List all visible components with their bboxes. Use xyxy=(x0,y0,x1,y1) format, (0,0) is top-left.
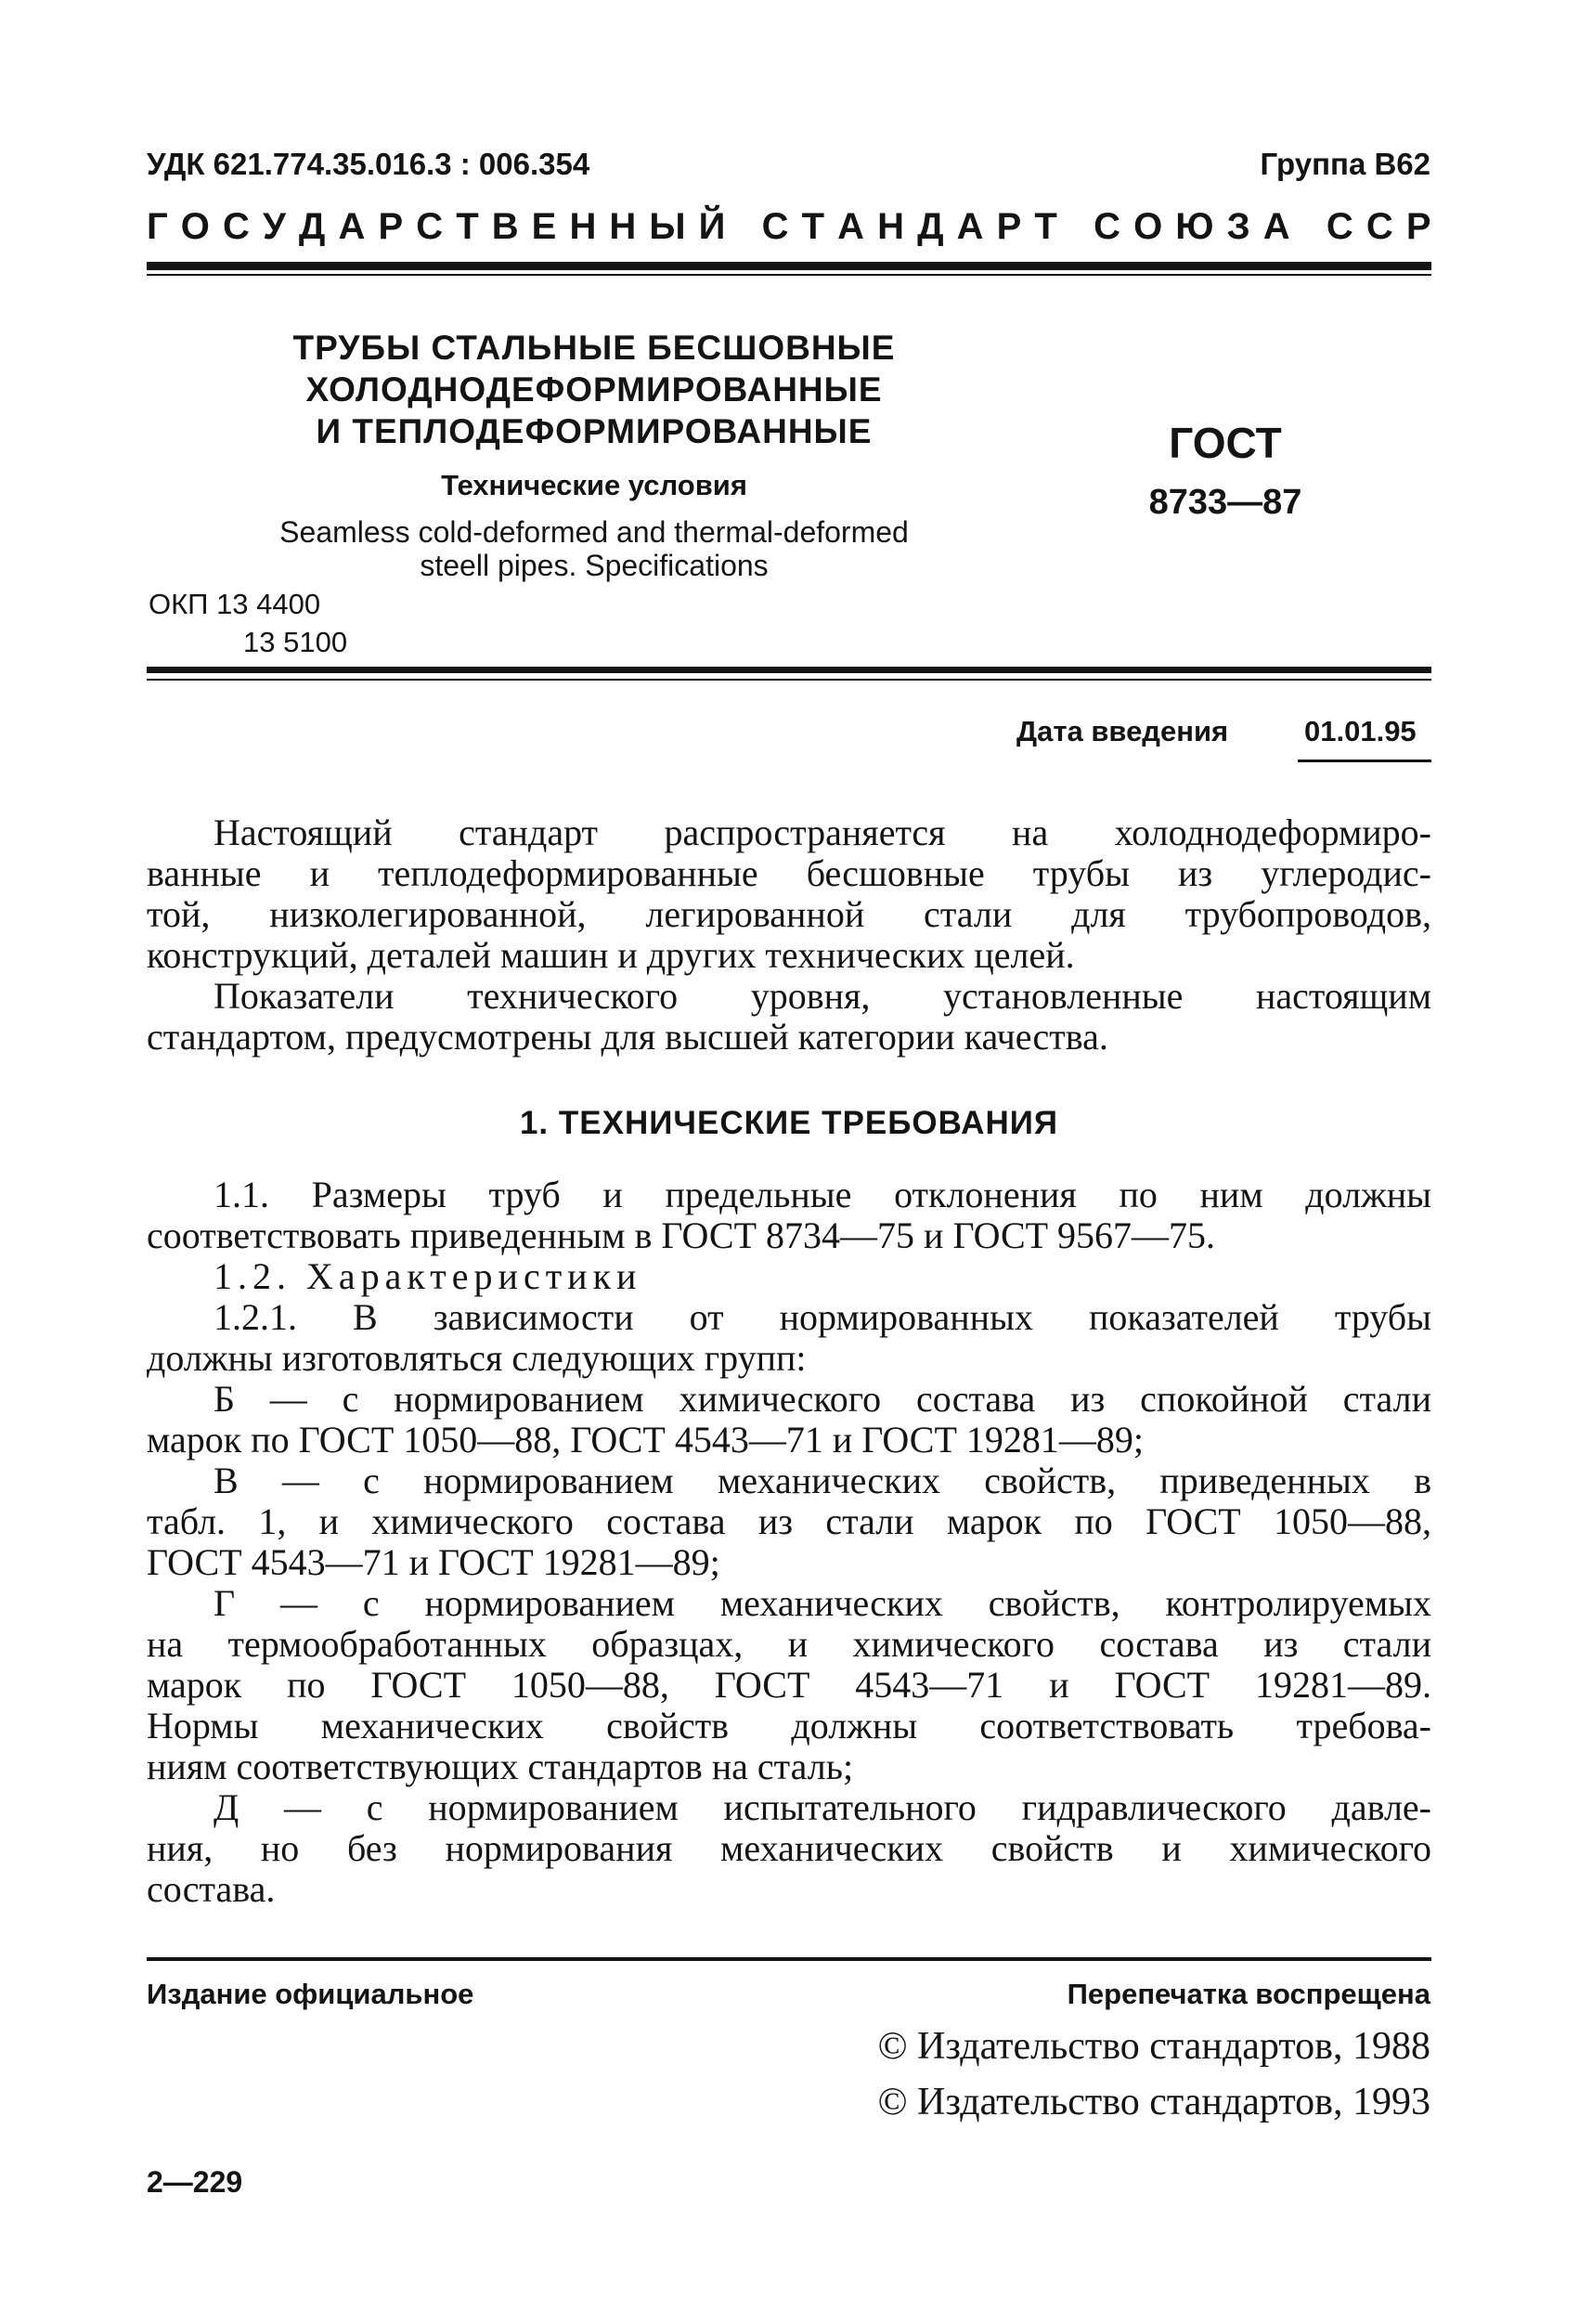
title-line-1: ТРУБЫ СТАЛЬНЫЕ БЕСШОВНЫЕ xyxy=(292,329,896,367)
section-heading: 1. ТЕХНИЧЕСКИЕ ТРЕБОВАНИЯ xyxy=(519,1105,1059,1141)
text-line: табл. 1, и химического состава из стали марок по ГОСТ 1050—88, xyxy=(147,1500,1431,1542)
text-line: ГОСТ 4543—71 и ГОСТ 19281—89; xyxy=(147,1541,720,1583)
title-line-3: И ТЕПЛОДЕФОРМИРОВАННЫЕ xyxy=(316,412,873,450)
english-title-line-2: steell pipes. Specifications xyxy=(420,549,769,582)
text-line: марок по ГОСТ 1050—88, ГОСТ 4543—71 и ГОСТ 19281—89. xyxy=(147,1664,1431,1706)
footer-rule xyxy=(147,1957,1431,1961)
text-line: марок по ГОСТ 1050—88, ГОСТ 4543—71 и ГОСТ 19281—89; xyxy=(147,1419,1145,1461)
english-title xyxy=(232,515,956,582)
intro-date-value: 01.01.95 xyxy=(1304,715,1417,747)
title-block-rule-thick xyxy=(147,667,1431,673)
text-line: конструкций, деталей машин и других технических целей. xyxy=(147,934,1075,976)
copyright-1988: © Издательство стандартов, 1988 xyxy=(877,2025,1430,2068)
text-line: Настоящий стандарт распространяется на холоднодеформиро- xyxy=(214,811,1431,853)
clause-1-1 xyxy=(147,1175,1431,1256)
text-line: 1.2. Характеристики xyxy=(214,1255,642,1297)
text-line: стандартом, предусмотрены для высшей категории качества. xyxy=(147,1016,1108,1058)
title-block xyxy=(232,327,956,502)
text-line: Б — с нормированием химического состава из спокойной стали xyxy=(214,1378,1431,1420)
clause-1-2 xyxy=(147,1256,1431,1297)
header-thin-rule xyxy=(147,274,1431,276)
gost-number: 8733—87 xyxy=(1148,483,1302,522)
page-code: 2—229 xyxy=(147,2165,243,2199)
group-code: Группа В62 xyxy=(1260,147,1430,181)
okp-code-2: 13 5100 xyxy=(243,626,348,658)
intro-paragraph-1 xyxy=(147,812,1431,976)
title-block-rule-thin xyxy=(147,679,1431,681)
english-title-line-1: Seamless cold-deformed and thermal-deformed xyxy=(279,515,909,549)
group-g-paragraph xyxy=(147,1583,1431,1787)
subtitle: Технические условия xyxy=(441,469,747,501)
okp-codes xyxy=(149,585,347,661)
state-standard-heading: Г О С У Д А Р С Т В Е Н Н Ы Й С Т А Н Д А Р Т С О Ю З А С С Р xyxy=(147,206,1431,247)
gost-label: ГОСТ xyxy=(1169,419,1282,467)
text-line: состава. xyxy=(147,1868,276,1910)
udk-code: УДК 621.774.35.016.3 : 006.354 xyxy=(147,147,590,181)
reprint-notice: Перепечатка воспрещена xyxy=(1067,1978,1430,2010)
text-line: Показатели технического уровня, установленные настоящим xyxy=(214,975,1431,1017)
okp-code-1: ОКП 13 4400 xyxy=(149,588,321,620)
copyright-1993: © Издательство стандартов, 1993 xyxy=(877,2081,1430,2123)
text-line: ния, но без нормирования механических свойств и химического xyxy=(147,1827,1431,1869)
group-b-paragraph xyxy=(147,1379,1431,1461)
text-line: соответствовать приведенным в ГОСТ 8734—75 и ГОСТ 9567—75. xyxy=(147,1214,1216,1256)
title-line-2: ХОЛОДНОДЕФОРМИРОВАННЫЕ xyxy=(305,370,883,409)
group-d-paragraph xyxy=(147,1787,1431,1910)
text-line: должны изготовляться следующих групп: xyxy=(147,1337,807,1379)
intro-paragraph-2 xyxy=(147,976,1431,1058)
text-line: на термообработанных образцах, и химического состава из стали xyxy=(147,1623,1431,1665)
intro-date-label: Дата введения xyxy=(1016,715,1229,747)
text-line: 1.1. Размеры труб и предельные отклонения по ним должны xyxy=(214,1174,1431,1215)
text-line: той, низколегированной, легированной стали для трубопроводов, xyxy=(147,893,1431,935)
text-line: 1.2.1. В зависимости от нормированных показателей трубы xyxy=(214,1296,1431,1338)
clause-1-2-1 xyxy=(147,1297,1431,1379)
edition-label: Издание официальное xyxy=(147,1978,474,2010)
intro-date-underline xyxy=(1298,760,1431,762)
text-line: ванные и теплодеформированные бесшовные трубы из углеродис- xyxy=(147,852,1431,894)
text-line: Нормы механических свойств должны соответствовать требова- xyxy=(147,1705,1431,1746)
text-line: ниям соответствующих стандартов на сталь; xyxy=(147,1746,854,1787)
text-line: Д — с нормированием испытательного гидравлического давле- xyxy=(214,1786,1431,1828)
header-thick-rule xyxy=(147,262,1431,270)
text-line: Г — с нормированием механических свойств, контролируемых xyxy=(214,1582,1431,1624)
group-v-paragraph xyxy=(147,1461,1431,1583)
text-line: В — с нормированием механических свойств, приведенных в xyxy=(214,1460,1431,1501)
